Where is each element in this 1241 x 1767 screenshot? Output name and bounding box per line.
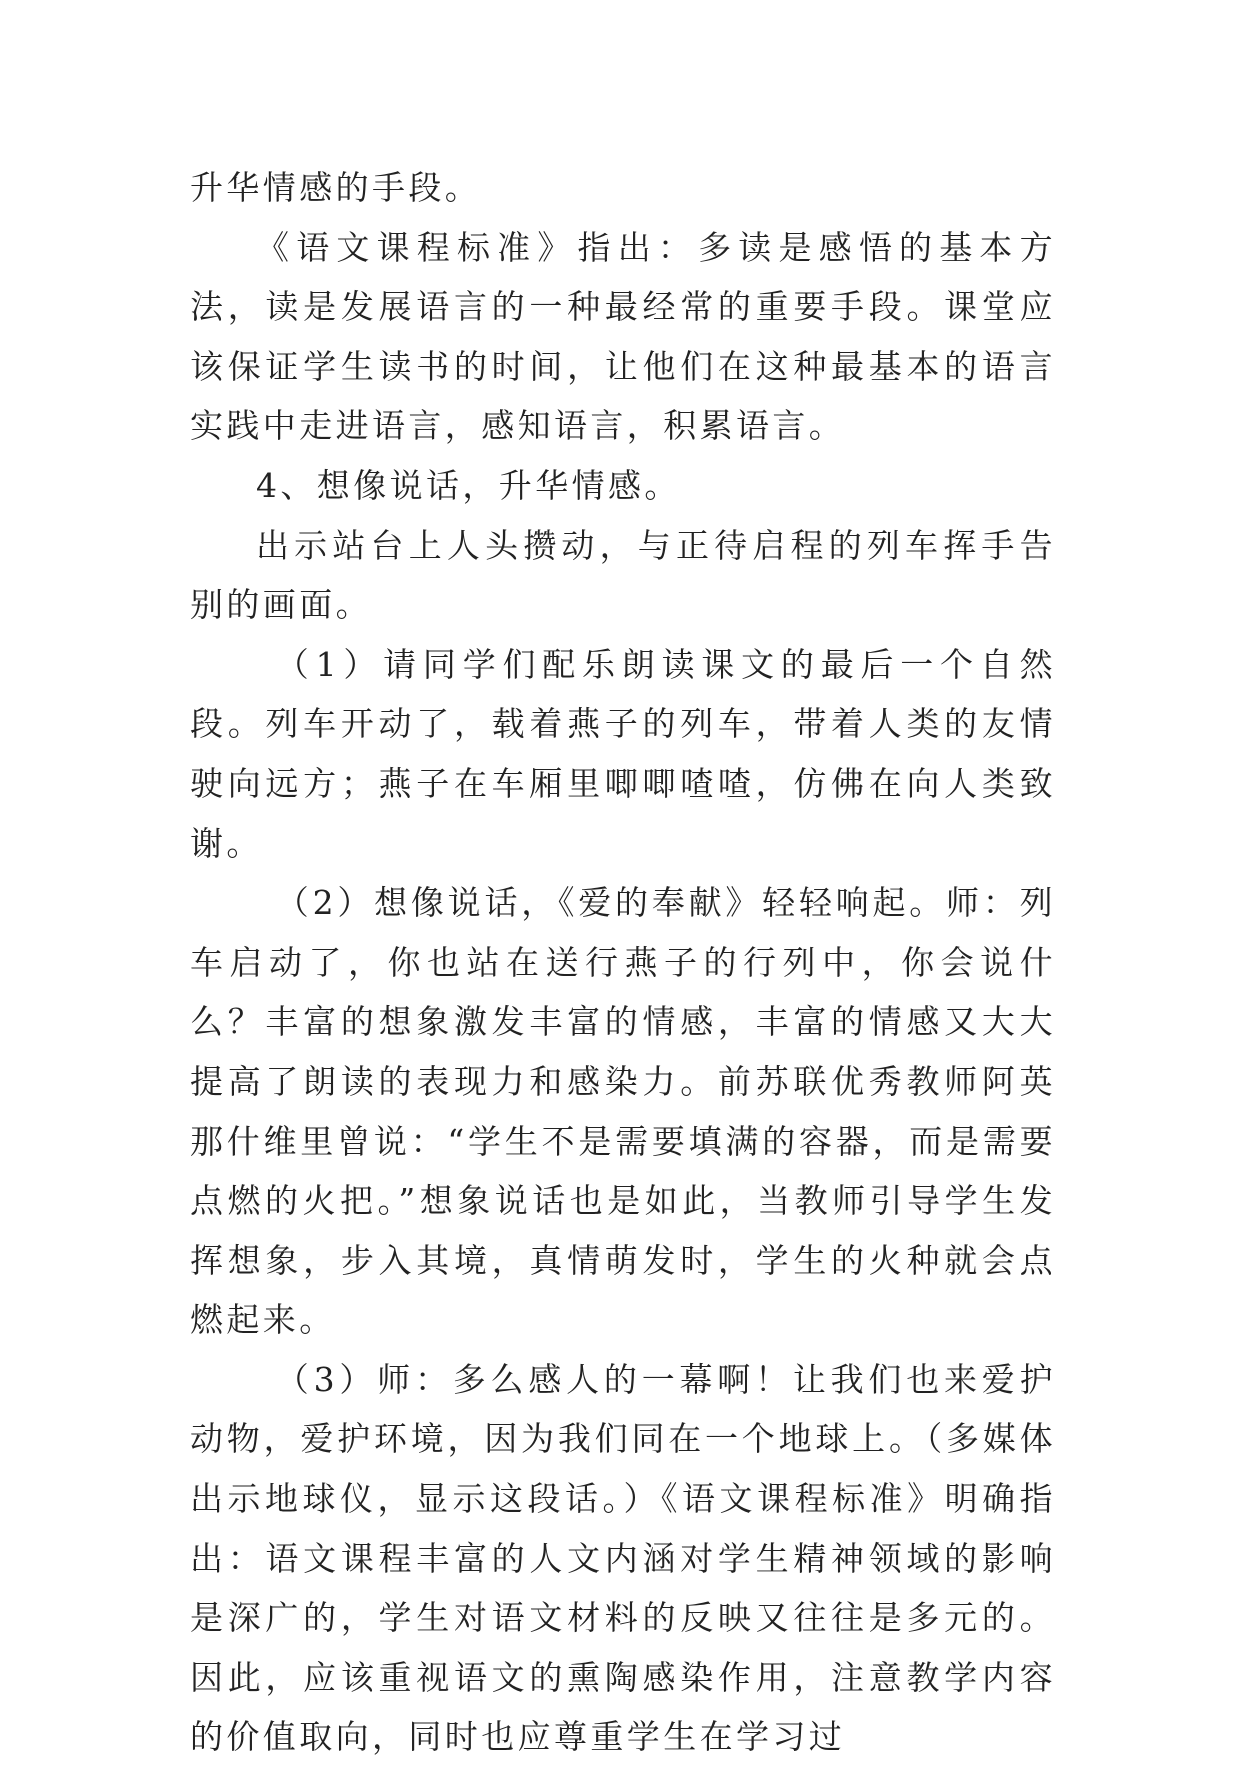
paragraph: （3）师：多么感人的一幕啊！让我们也来爱护动物，爱护环境，因为我们同在一个地球上。（多媒体出示地球仪，显示这段话。）《语文课程标准》明确指出：语文课程丰富的人文内涵对学生精神领域的影响是深广的，学生对语文材料的反映又往往是多元的。因此，应该重视语文的熏陶感染作用，注意教学内容的价值取向，同时也应尊重学生在学习过 xyxy=(190,1359,1056,1757)
paragraph: 4、想像说话，升华情感。 xyxy=(256,465,681,505)
document-body xyxy=(190,158,1056,1767)
paragraph: 升华情感的手段。 xyxy=(190,168,482,207)
paragraph: （2）想像说话，《爱的奉献》轻轻响起。师：列车启动了，你也站在送行燕子的行列中，你会说什么？丰富的想象激发丰富的情感，丰富的情感又大大提高了朗读的表现力和感染力。前苏联优秀教师阿英那什维里曾说：“学生不是需要填满的容器，而是需要点燃的火把。”想象说话也是如此，当教师引导学生发挥想象，步入其境，真情萌发时，学生的火种就会点燃起来。 xyxy=(190,883,1056,1340)
paragraph: （1）请同学们配乐朗读课文的最后一个自然段。列车开动了，载着燕子的列车，带着人类的友情驶向远方；燕子在车厢里唧唧喳喳，仿佛在向人类致谢。 xyxy=(190,644,1056,863)
paragraph: 《语文课程标准》指出：多读是感悟的基本方法，读是发展语言的一种最经常的重要手段。课堂应该保证学生读书的时间，让他们在这种最基本的语言实践中走进语言，感知语言，积累语言。 xyxy=(190,227,1056,446)
paragraph: 出示站台上人头攒动，与正待启程的列车挥手告别的画面。 xyxy=(190,525,1056,625)
